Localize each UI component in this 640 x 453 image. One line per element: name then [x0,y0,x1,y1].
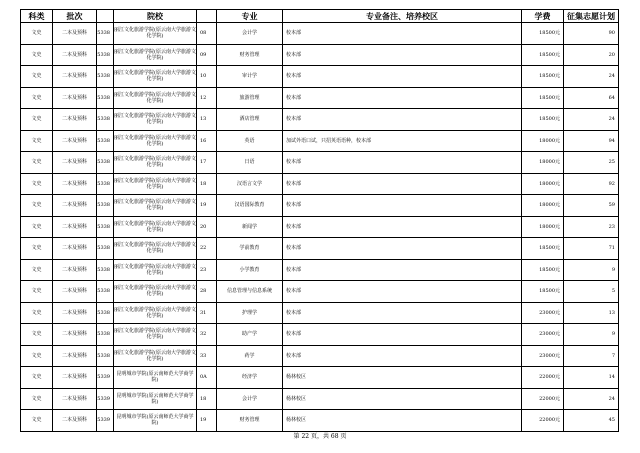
cell-school-code: 5338 [97,345,114,367]
cell-note: 校本部 [283,324,522,346]
cell-major-code: 19 [197,410,217,432]
cell-school: 昆明城市学院(原云南师范大学商学院) [114,388,197,410]
table-row [21,259,619,281]
cell-note: 加试外语口试，只招英语语种，校本部 [283,130,522,152]
cell-school: 丽江文化旅游学院(原云南大学旅游文化学院) [114,130,197,152]
table-body [21,23,619,432]
cell-school-code: 5338 [97,195,114,217]
cell-major: 助产学 [217,324,283,346]
cell-major: 旅游管理 [217,87,283,109]
table-row [21,66,619,88]
cell-fee: 18000元 [522,130,564,152]
cell-fee: 18500元 [522,109,564,131]
cell-fee: 18000元 [522,195,564,217]
header-subject: 科类 [21,10,53,23]
cell-batch: 二本及预科 [53,195,97,217]
header-major-code [197,10,217,23]
cell-batch: 二本及预科 [53,173,97,195]
cell-plan: 94 [564,130,619,152]
cell-fee: 22000元 [522,410,564,432]
cell-school-code: 5338 [97,44,114,66]
cell-fee: 22000元 [522,367,564,389]
cell-batch: 二本及预科 [53,130,97,152]
cell-plan: 7 [564,345,619,367]
cell-major-code: 31 [197,302,217,324]
table-row [21,216,619,238]
cell-fee: 23000元 [522,345,564,367]
cell-school-code: 5338 [97,281,114,303]
table-row [21,195,619,217]
cell-major-code: 10 [197,66,217,88]
cell-fee: 18500元 [522,281,564,303]
table-header-row [21,10,619,23]
cell-school-code: 5338 [97,23,114,45]
cell-school-code: 5338 [97,66,114,88]
cell-major: 护理学 [217,302,283,324]
cell-plan: 20 [564,44,619,66]
cell-subject: 文史 [21,23,53,45]
cell-major-code: 08 [197,23,217,45]
cell-batch: 二本及预科 [53,66,97,88]
table-row [21,238,619,260]
cell-school: 丽江文化旅游学院(原云南大学旅游文化学院) [114,66,197,88]
cell-subject: 文史 [21,410,53,432]
cell-note: 校本部 [283,216,522,238]
table-row [21,388,619,410]
cell-note: 杨林校区 [283,410,522,432]
cell-note: 校本部 [283,195,522,217]
cell-batch: 二本及预科 [53,324,97,346]
cell-plan: 90 [564,23,619,45]
cell-major-code: 18 [197,173,217,195]
table-row [21,44,619,66]
cell-school: 丽江文化旅游学院(原云南大学旅游文化学院) [114,302,197,324]
admission-table [20,9,619,432]
cell-fee: 18500元 [522,44,564,66]
cell-major: 会计学 [217,23,283,45]
cell-fee: 18500元 [522,238,564,260]
cell-note: 校本部 [283,281,522,303]
cell-subject: 文史 [21,173,53,195]
table-row [21,23,619,45]
cell-note: 校本部 [283,173,522,195]
cell-school-code: 5338 [97,238,114,260]
cell-plan: 13 [564,302,619,324]
cell-school-code: 5338 [97,302,114,324]
cell-subject: 文史 [21,259,53,281]
cell-major: 药学 [217,345,283,367]
cell-subject: 文史 [21,388,53,410]
cell-major: 审计学 [217,66,283,88]
cell-major-code: 13 [197,109,217,131]
cell-school-code: 5338 [97,324,114,346]
header-batch: 批次 [53,10,97,23]
cell-subject: 文史 [21,281,53,303]
cell-plan: 25 [564,152,619,174]
table-row [21,130,619,152]
cell-batch: 二本及预科 [53,87,97,109]
cell-major: 新闻学 [217,216,283,238]
table-row [21,302,619,324]
header-major: 专业 [217,10,283,23]
cell-school: 丽江文化旅游学院(原云南大学旅游文化学院) [114,195,197,217]
cell-major: 日语 [217,152,283,174]
cell-note: 校本部 [283,66,522,88]
page-number: 第 22 页，共 68 页 [293,433,347,440]
cell-school-code: 5339 [97,388,114,410]
cell-major-code: 17 [197,152,217,174]
cell-fee: 18000元 [522,216,564,238]
cell-school: 丽江文化旅游学院(原云南大学旅游文化学院) [114,281,197,303]
cell-major: 财务管理 [217,44,283,66]
cell-plan: 64 [564,87,619,109]
cell-subject: 文史 [21,109,53,131]
table-row [21,152,619,174]
table-row [21,345,619,367]
cell-subject: 文史 [21,367,53,389]
cell-fee: 18000元 [522,173,564,195]
table-row [21,109,619,131]
cell-major: 小学教育 [217,259,283,281]
cell-major-code: 22 [197,238,217,260]
cell-major: 汉语言文学 [217,173,283,195]
cell-subject: 文史 [21,345,53,367]
cell-major: 经济学 [217,367,283,389]
cell-school: 丽江文化旅游学院(原云南大学旅游文化学院) [114,87,197,109]
cell-batch: 二本及预科 [53,259,97,281]
table-row [21,173,619,195]
cell-major-code: 23 [197,259,217,281]
cell-batch: 二本及预科 [53,410,97,432]
cell-school-code: 5338 [97,152,114,174]
cell-fee: 22000元 [522,388,564,410]
cell-school-code: 5338 [97,259,114,281]
cell-batch: 二本及预科 [53,302,97,324]
cell-note: 杨林校区 [283,388,522,410]
cell-note: 校本部 [283,238,522,260]
cell-major: 财务管理 [217,410,283,432]
cell-major-code: 33 [197,345,217,367]
cell-major-code: 09 [197,44,217,66]
table-row [21,367,619,389]
cell-subject: 文史 [21,324,53,346]
cell-plan: 5 [564,281,619,303]
cell-school: 昆明城市学院(原云南师范大学商学院) [114,410,197,432]
cell-batch: 二本及预科 [53,216,97,238]
cell-major: 英语 [217,130,283,152]
cell-plan: 71 [564,238,619,260]
cell-batch: 二本及预科 [53,238,97,260]
cell-fee: 23000元 [522,302,564,324]
cell-note: 校本部 [283,23,522,45]
cell-subject: 文史 [21,87,53,109]
cell-school: 丽江文化旅游学院(原云南大学旅游文化学院) [114,216,197,238]
cell-major: 酒店管理 [217,109,283,131]
cell-batch: 二本及预科 [53,152,97,174]
header-school: 院校 [114,10,197,23]
cell-plan: 9 [564,259,619,281]
cell-school: 丽江文化旅游学院(原云南大学旅游文化学院) [114,44,197,66]
table-row [21,410,619,432]
admission-table-sheet [20,9,618,432]
cell-fee: 18500元 [522,66,564,88]
cell-major: 会计学 [217,388,283,410]
cell-school: 昆明城市学院(原云南师范大学商学院) [114,367,197,389]
cell-major-code: 12 [197,87,217,109]
cell-note: 校本部 [283,109,522,131]
cell-subject: 文史 [21,152,53,174]
cell-major-code: 0A [197,367,217,389]
cell-school: 丽江文化旅游学院(原云南大学旅游文化学院) [114,324,197,346]
cell-batch: 二本及预科 [53,281,97,303]
cell-plan: 9 [564,324,619,346]
cell-subject: 文史 [21,44,53,66]
cell-fee: 18500元 [522,87,564,109]
cell-plan: 92 [564,173,619,195]
cell-note: 校本部 [283,302,522,324]
cell-subject: 文史 [21,66,53,88]
cell-school-code: 5339 [97,410,114,432]
cell-plan: 59 [564,195,619,217]
cell-plan: 24 [564,109,619,131]
cell-school: 丽江文化旅游学院(原云南大学旅游文化学院) [114,152,197,174]
cell-major-code: 20 [197,216,217,238]
cell-major: 汉语国际教育 [217,195,283,217]
table-row [21,87,619,109]
cell-school: 丽江文化旅游学院(原云南大学旅游文化学院) [114,173,197,195]
cell-school-code: 5339 [97,367,114,389]
cell-school-code: 5338 [97,109,114,131]
cell-fee: 18500元 [522,259,564,281]
cell-major: 信息管理与信息系统 [217,281,283,303]
header-note: 专业备注、培养校区 [283,10,522,23]
cell-major-code: 16 [197,130,217,152]
cell-batch: 二本及预科 [53,345,97,367]
table-row [21,324,619,346]
cell-note: 校本部 [283,152,522,174]
cell-school: 丽江文化旅游学院(原云南大学旅游文化学院) [114,238,197,260]
cell-subject: 文史 [21,216,53,238]
cell-school: 丽江文化旅游学院(原云南大学旅游文化学院) [114,345,197,367]
cell-school-code: 5338 [97,87,114,109]
table-row [21,281,619,303]
cell-plan: 23 [564,216,619,238]
cell-fee: 18000元 [522,152,564,174]
cell-batch: 二本及预科 [53,109,97,131]
cell-school-code: 5338 [97,216,114,238]
cell-subject: 文史 [21,302,53,324]
cell-batch: 二本及预科 [53,367,97,389]
cell-school: 丽江文化旅游学院(原云南大学旅游文化学院) [114,259,197,281]
cell-school: 丽江文化旅游学院(原云南大学旅游文化学院) [114,109,197,131]
cell-subject: 文史 [21,238,53,260]
cell-plan: 14 [564,367,619,389]
cell-major-code: 18 [197,388,217,410]
cell-fee: 18500元 [522,23,564,45]
cell-fee: 23000元 [522,324,564,346]
cell-plan: 45 [564,410,619,432]
cell-major-code: 19 [197,195,217,217]
cell-school-code: 5338 [97,130,114,152]
cell-subject: 文史 [21,130,53,152]
cell-batch: 二本及预科 [53,44,97,66]
cell-batch: 二本及预科 [53,23,97,45]
cell-school-code: 5338 [97,173,114,195]
cell-note: 校本部 [283,345,522,367]
cell-major-code: 32 [197,324,217,346]
cell-major: 学前教育 [217,238,283,260]
cell-note: 校本部 [283,87,522,109]
cell-batch: 二本及预科 [53,388,97,410]
cell-note: 杨林校区 [283,367,522,389]
cell-note: 校本部 [283,44,522,66]
header-fee: 学费 [522,10,564,23]
cell-subject: 文史 [21,195,53,217]
header-school-code [97,10,114,23]
header-plan: 征集志愿计划 [564,10,619,23]
cell-school: 丽江文化旅游学院(原云南大学旅游文化学院) [114,23,197,45]
cell-plan: 24 [564,66,619,88]
cell-plan: 24 [564,388,619,410]
cell-note: 校本部 [283,259,522,281]
cell-major-code: 28 [197,281,217,303]
